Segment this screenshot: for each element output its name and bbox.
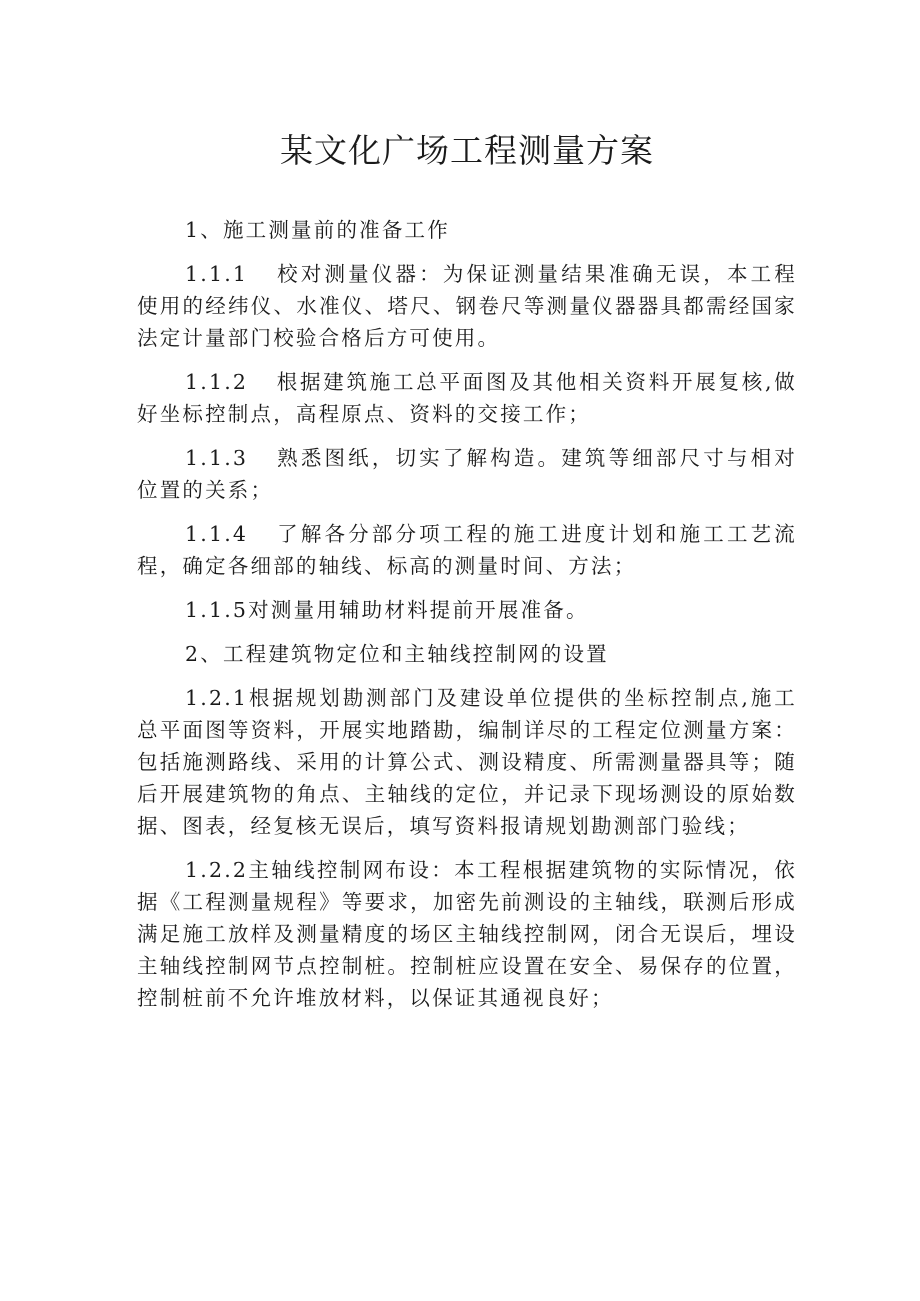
section-2-heading: 2、工程建筑物定位和主轴线控制网的设置 (185, 642, 609, 666)
clause-number: 1.1.3 (185, 446, 249, 470)
section-1-heading: 1、施工测量前的准备工作 (185, 218, 450, 242)
clause-text: 对测量用辅助材料提前开展准备。 (248, 598, 589, 622)
clause-text: 根据规划勘测部门及建设单位提供的坐标控制点,施工总平面图等资料，开展实地踏勘，编制详尽的工程定位测量方案：包括施测路线、采用的计算公式、测设精度、所需测量器具等；随后开展建筑物的角点、主轴线的定位，并记录下现场测设的原始数据、图表，经复核无误后，填写资料报请规划勘测部门验线； (137, 686, 797, 838)
clause-number: 1.1.5 (185, 598, 249, 622)
clause-text: 主轴线控制网布设：本工程根据建筑物的实际情况，依据《工程测量规程》等要求，加密先前测设的主轴线，联测后形成满足施工放样及测量精度的场区主轴线控制网，闭合无误后，埋设主轴线控制网节点控制桩。控制桩应设置在安全、易保存的位置，控制桩前不允许堆放材料，以保证其通视良好； (137, 858, 797, 1010)
paragraph-1-1-5 (137, 594, 797, 626)
paragraph-1-1-3 (137, 442, 797, 506)
paragraph-1-1-4 (137, 518, 797, 582)
paragraph-1-1-1 (137, 258, 797, 354)
document-title: 某文化广场工程测量方案 (280, 131, 654, 170)
clause-number: 1.1.4 (185, 522, 249, 546)
document-page (137, 118, 797, 1026)
clause-text: 了解各分部分项工程的施工进度计划和施工工艺流程，确定各细部的轴线、标高的测量时间、方法； (137, 522, 797, 578)
clause-number: 1.2.1 (185, 686, 249, 710)
paragraph-1-2-1 (137, 682, 797, 842)
clause-text: 根据建筑施工总平面图及其他相关资料开展复核,做好坐标控制点，高程原点、资料的交接工作； (137, 370, 797, 426)
paragraph-1-2-2 (137, 854, 797, 1014)
clause-text: 校对测量仪器：为保证测量结果准确无误，本工程使用的经纬仪、水准仪、塔尺、钢卷尺等测量仪器器具都需经国家法定计量部门校验合格后方可使用。 (137, 262, 797, 350)
clause-text: 熟悉图纸，切实了解构造。建筑等细部尺寸与相对位置的关系； (137, 446, 797, 502)
paragraph-1-1-2 (137, 366, 797, 430)
clause-number: 1.2.2 (185, 858, 249, 882)
clause-number: 1.1.2 (185, 370, 249, 394)
clause-number: 1.1.1 (185, 262, 249, 286)
